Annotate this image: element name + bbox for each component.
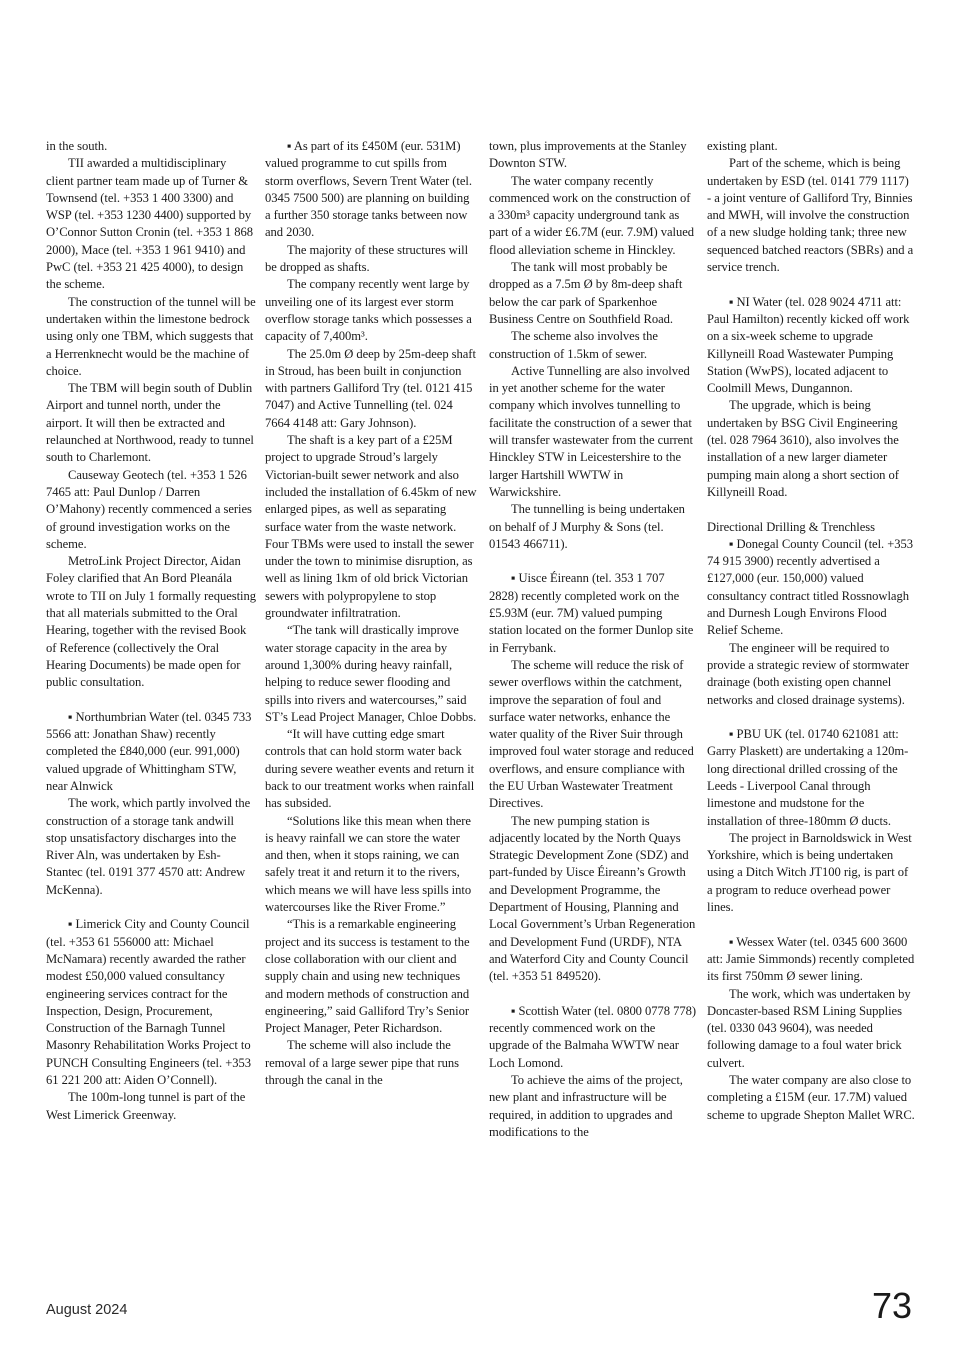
paragraph: ▪ NI Water (tel. 028 9024 4711 att: Paul Hamilton) recently kicked off work on a six-week scheme to upgrade Killyneill Road Wastewater Pumping Station (WwPS), located adjacent to Coolmill Mews, Dungannon. [707, 294, 910, 396]
paragraph: Directional Drilling & Trenchless [707, 519, 875, 534]
paragraph: ▪ Donegal County Council (tel. +353 74 915 3900) recently advertised a £127,000 (eur. 150,000) valued consultancy contract titled Rossnowlagh and Durnesh Lough Environs Flood Relief Scheme. [707, 536, 914, 638]
paragraph: The company recently went large by unveiling one of its largest ever storm overflow storage tanks which possesses a capacity of 7,400m³. [265, 277, 472, 344]
paragraph: “Solutions like this mean when there is heavy rainfall we can store the water and then, when it stops raining, we can safely treat it and return it to the rivers, which means we will have less spills into watercourses like the River Frome.” [265, 813, 472, 915]
paragraph: The 100m-long tunnel is part of the West Limerick Greenway. [46, 1090, 246, 1122]
paragraph: The engineer will be required to provide a strategic review of stormwater drainage (both existing open channel networks and closed drainage systems). [707, 640, 909, 707]
paragraph: The water company are also close to completing a £15M (eur. 17.7M) valued scheme to upgrade Shepton Mallet WRC. [707, 1073, 915, 1122]
paragraph: The water company recently commenced work on the construction of a 330m³ capacity underground tank as part of a wider £6.7M (eur. 7.9M) valued flood alleviation scheme in Hinckley. [489, 173, 695, 257]
paragraph: The upgrade, which is being undertaken by BSG Civil Engineering (tel. 028 7964 3610), also involves the installation of a new larger diameter pumping main along a short section of Killyneill Road. [707, 398, 899, 499]
paragraph: ▪ As part of its £450M (eur. 531M) valued programme to cut spills from storm overflows, Severn Trent Water (tel. 0345 7500 500) are planning on building a further 350 storage tanks between now and 2030. [265, 139, 472, 240]
paragraph: ▪ Uisce Éireann (tel. 353 1 707 2828) recently completed work on the £5.93M (eur. 7M) valued pumping station located on the former Dunlop site in Ferrybank. [489, 571, 694, 655]
text-column-1 [46, 138, 256, 1124]
text-column-3 [489, 138, 696, 1141]
page-number: 73 [871, 1285, 912, 1326]
paragraph: The majority of these structures will be dropped as shafts. [265, 242, 469, 275]
paragraph: To achieve the aims of the project, new plant and infrastructure will be required, in addition to upgrades and modifications to the [489, 1073, 683, 1139]
paragraph: The construction of the tunnel will be undertaken within the limestone bedrock using only one TBM, which suggests that a Herrenknecht would be the machine of choice. [46, 294, 256, 378]
paragraph: ▪ Wessex Water (tel. 0345 600 3600 att: Jamie Simmonds) recently completed its first 750mm Ø sewer lining. [707, 934, 915, 984]
paragraph: The TBM will begin south of Dublin Airport and tunnel north, under the airport. It will then be extracted and relaunched at Northwood, ready to tunnel south to Charlemont. [46, 381, 254, 465]
paragraph: ▪ Limerick City and County Council (tel. +353 61 556000 att: Michael McNamara) recently awarded the rather modest £50,000 valued consultancy engineering services contract for the Inspection, Design, Procurement, Construction of the Barnagh Tunnel Masonry Rehabilitation Works Project to PUNCH Consulting Engineers (tel. +353 61 221 200 att: Aiden O’Connell). [46, 917, 251, 1088]
paragraph: The scheme will reduce the risk of sewer overflows within the catchment, improve the separation of foul and surface water networks, enhance the water quality of the River Suir through improved foul water storage and reduced overflows, and ensure compliance with the EU Urban Wastewater Treatment Directives. [489, 657, 694, 811]
paragraph: ▪ Northumbrian Water (tel. 0345 733 5566 att: Jonathan Shaw) recently completed the £840,000 (eur. 991,000) valued upgrade of Whittingham STW, near Alnwick [46, 709, 252, 793]
text-column-2 [265, 138, 477, 1089]
paragraph: The scheme will also include the removal of a large sewer pipe that runs through the canal in the [265, 1038, 459, 1088]
paragraph: in the south. [46, 139, 108, 153]
paragraph: Part of the scheme, which is being undertaken by ESD (tel. 0141 779 1117) - a joint venture of Galliford Try, Binnies and MWH, will involve the construction of a new sludge holding tank; three new sequenced batched reactors (SBRs) and a service trench. [707, 156, 914, 275]
paragraph: Causeway Geotech (tel. +353 1 526 7465 att: Paul Dunlop / Darren O’Mahony) recently commenced a series of ground investigation works on the scheme. [46, 467, 252, 551]
paragraph: The 25.0m Ø deep by 25m-deep shaft in Stroud, has been built in conjunction with partners Galliford Try (tel. 0121 415 7047) and Active Tunnelling (tel. 024 7664 4148 att: Gary Johnson). [265, 346, 476, 430]
paragraph: ▪ PBU UK (tel. 01740 621081 att: Garry Plaskett) are undertaking a 120m-long directional drilled crossing of the Leeds - Liverpool Canal through limestone and mudstone for the installation of three-180mm Ø ducts. [707, 727, 909, 828]
paragraph: The new pumping station is adjacently located by the North Quays Strategic Development Zone (SDZ) and part-funded by Uisce Éireann’s Growth and Development Programme, the Department of Housing, Planning and Local Government’s Urban Regeneration and Development Fund (URDF), NTA and Waterford City and County Council (tel. +353 51 849520). [489, 813, 696, 984]
paragraph: The shaft is a key part of a £25M project to upgrade Stroud’s largely Victorian-built sewer network and also included the installation of 6.45km of new enlarged pipes, as well as separating surface water from the waste network. Four TBMs were used to install the sewer under the town to minimise disruption, as well as lining 1km of old brick Victorian sewers with polypropylene to stop groundwater infiltratration. [265, 433, 477, 621]
paragraph: “The tank will drastically improve water storage capacity in the area by around 1,300% during heavy rainfall, helping to reduce sewer flooding and spills into rivers and watercourses,” said ST’s Lead Project Manager, Chloe Dobbs. [265, 623, 477, 724]
paragraph: Active Tunnelling are also involved in yet another scheme for the water company which involves tunnelling to facilitate the construction of a sewer that will transfer wastewater from the current Hinckley STW in Leicestershire to the larger Hartshill WWTW in Warwickshire. [489, 363, 693, 499]
paragraph: TII awarded a multidisciplinary client partner team made up of Turner & Townsend (tel. +353 1 400 3300) and WSP (tel. +353 1230 4400) supported by O’Connor Sutton Cronin (tel. +353 1 868 2000), Mace (tel. +353 1 961 9410) and PwC (tel. +353 21 425 4000), to design the scheme. [46, 156, 253, 292]
paragraph: town, plus improvements at the Stanley Downton STW. [489, 139, 687, 171]
paragraph: existing plant. [707, 139, 778, 153]
paragraph: The scheme also involves the construction of 1.5km of sewer. [489, 329, 658, 361]
paragraph: “It will have cutting edge smart controls that can hold storm water back during severe weather events and return it back to our treatment works when rainfall has subsided. [265, 727, 475, 811]
text-column-4 [707, 138, 915, 1124]
paragraph: The tank will most probably be dropped as a 7.5m Ø by 8m-deep shaft below the car park of Sparkenhoe Business Centre on Southfield Road. [489, 260, 683, 326]
paragraph: The work, which was undertaken by Doncaster-based RSM Lining Supplies (tel. 0330 043 9604), was needed following damage to a foul water brick culvert. [707, 986, 911, 1070]
paragraph: The tunnelling is being undertaken on behalf of J Murphy & Sons (tel. 01543 466711). [489, 502, 685, 551]
paragraph: MetroLink Project Director, Aidan Foley clarified that An Bord Pleanála wrote to TII on July 1 formally requesting that all materials submitted to the Oral Hearing, together with the revised Book of Reference (collectively the Oral Hearing Documents) be made open for public consultation. [46, 554, 256, 690]
paragraph: The work, which partly involved the construction of a storage tank andwill stop unsatisfactory discharges into the River Aln, was undertaken by Esh-Stantec (tel. 0191 377 4570 att: Andrew McKenna). [46, 796, 251, 897]
paragraph: ▪ Scottish Water (tel. 0800 0778 778) recently commenced work on the upgrade of the Balmaha WWTW near Loch Lomond. [489, 1003, 697, 1070]
paragraph: “This is a remarkable engineering project and its success is testament to the close collaboration with our client and supply chain and using new techniques and modern methods of construction and engineering,” said Galliford Try’s Senior Project Manager, Peter Richardson. [265, 917, 470, 1036]
issue-date: August 2024 [46, 1302, 128, 1318]
paragraph: The project in Barnoldswick in West Yorkshire, which is being undertaken using a Ditch Witch JT100 rig, is part of a program to reduce overhead power lines. [707, 830, 912, 915]
